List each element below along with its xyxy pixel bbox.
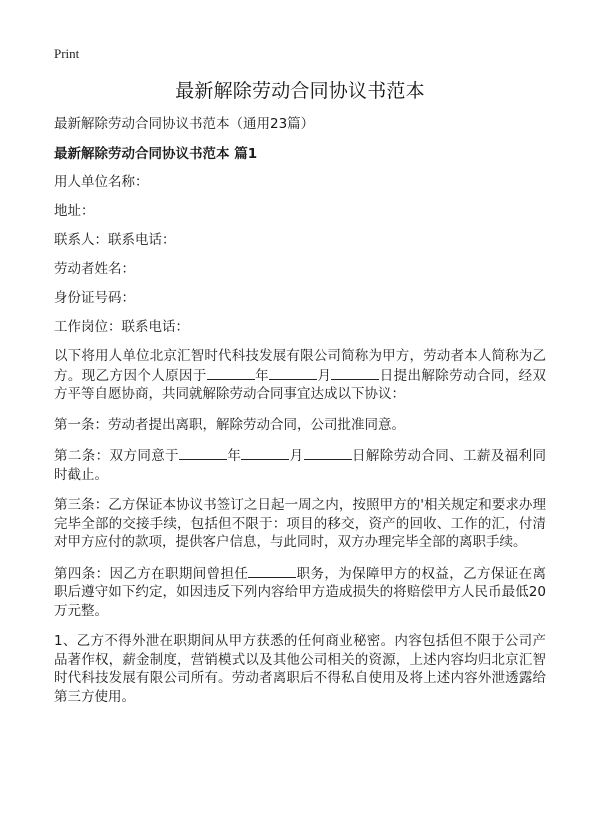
field-position: 工作岗位：联系电话： bbox=[54, 319, 189, 335]
article-1: 第一条：劳动者提出离职，解除劳动合同，公司批准同意。 bbox=[54, 416, 405, 433]
print-link[interactable]: Print bbox=[54, 46, 80, 61]
field-address: 地址： bbox=[54, 203, 95, 219]
document-subtitle: 最新解除劳动合同协议书范本（通用23篇） bbox=[54, 116, 315, 132]
article-2-text-2: 日解除劳动合同、工薪及福利同时截止。 bbox=[54, 448, 547, 483]
field-worker-name: 劳动者姓名： bbox=[54, 261, 135, 277]
intro-text-1: 以下将用人单位北京汇智时代科技发展有限公司简称为甲方，劳动者本人简称为乙方。现乙方因个人原因于 bbox=[54, 348, 546, 384]
label-month: 月 bbox=[317, 367, 332, 384]
blank-month bbox=[269, 366, 317, 380]
label-year: 年 bbox=[254, 367, 270, 384]
label-month: 月 bbox=[289, 448, 304, 464]
blank-year bbox=[207, 366, 255, 380]
document-page bbox=[54, 46, 546, 718]
article-4 bbox=[54, 564, 546, 621]
blank-day bbox=[304, 446, 352, 460]
blank-position bbox=[248, 564, 296, 578]
article-2-text-1: 第二条：双方同意于 bbox=[54, 448, 179, 464]
article-2 bbox=[54, 446, 546, 484]
field-contact: 联系人：联系电话： bbox=[54, 232, 176, 248]
blank-year bbox=[179, 446, 227, 460]
document-title: 最新解除劳动合同协议书范本 bbox=[175, 80, 425, 102]
blank-month bbox=[241, 446, 289, 460]
field-employer-name: 用人单位名称： bbox=[54, 174, 149, 190]
article-4-text-2: 职务，为保障甲方的权益，乙方保证在离职后遵守如下约定，如因违反下列内容给甲方造成损失的将赔偿甲方人民币最低20万元整。 bbox=[54, 565, 546, 619]
article-4-text-1: 第四条：因乙方在职期间曾担任 bbox=[54, 565, 249, 582]
intro-paragraph bbox=[54, 347, 546, 404]
article-3: 第三条：乙方保证本协议书签订之日起一周之内，按照甲方的'相关规定和要求办理完毕全部的交接手续，包括但不限于：项目的移交，资产的回收、工作的汇，付清对甲方应付的款项，提供客户信息，与此同时，双方办理完毕全部的离职手续。 bbox=[54, 497, 546, 550]
blank-day bbox=[331, 366, 379, 380]
field-id-number: 身份证号码： bbox=[54, 290, 135, 306]
intro-text-2: 日提出解除劳动合同，经双方平等自愿协商，共同就解除劳动合同事宜达成以下协议： bbox=[54, 367, 547, 402]
label-year: 年 bbox=[227, 448, 242, 464]
section-heading: 最新解除劳动合同协议书范本 篇1 bbox=[54, 146, 258, 162]
clause-1: 1、乙方不得外泄在职期间从甲方获悉的任何商业秘密。内容包括但不限于公司产品著作权，薪金制度，营销模式以及其他公司相关的资源，上述内容均归北京汇智时代科技发展有限公司所有。劳动者离职后不得私自使用及将上述内容外泄透露给第三方使用。 bbox=[54, 633, 546, 705]
